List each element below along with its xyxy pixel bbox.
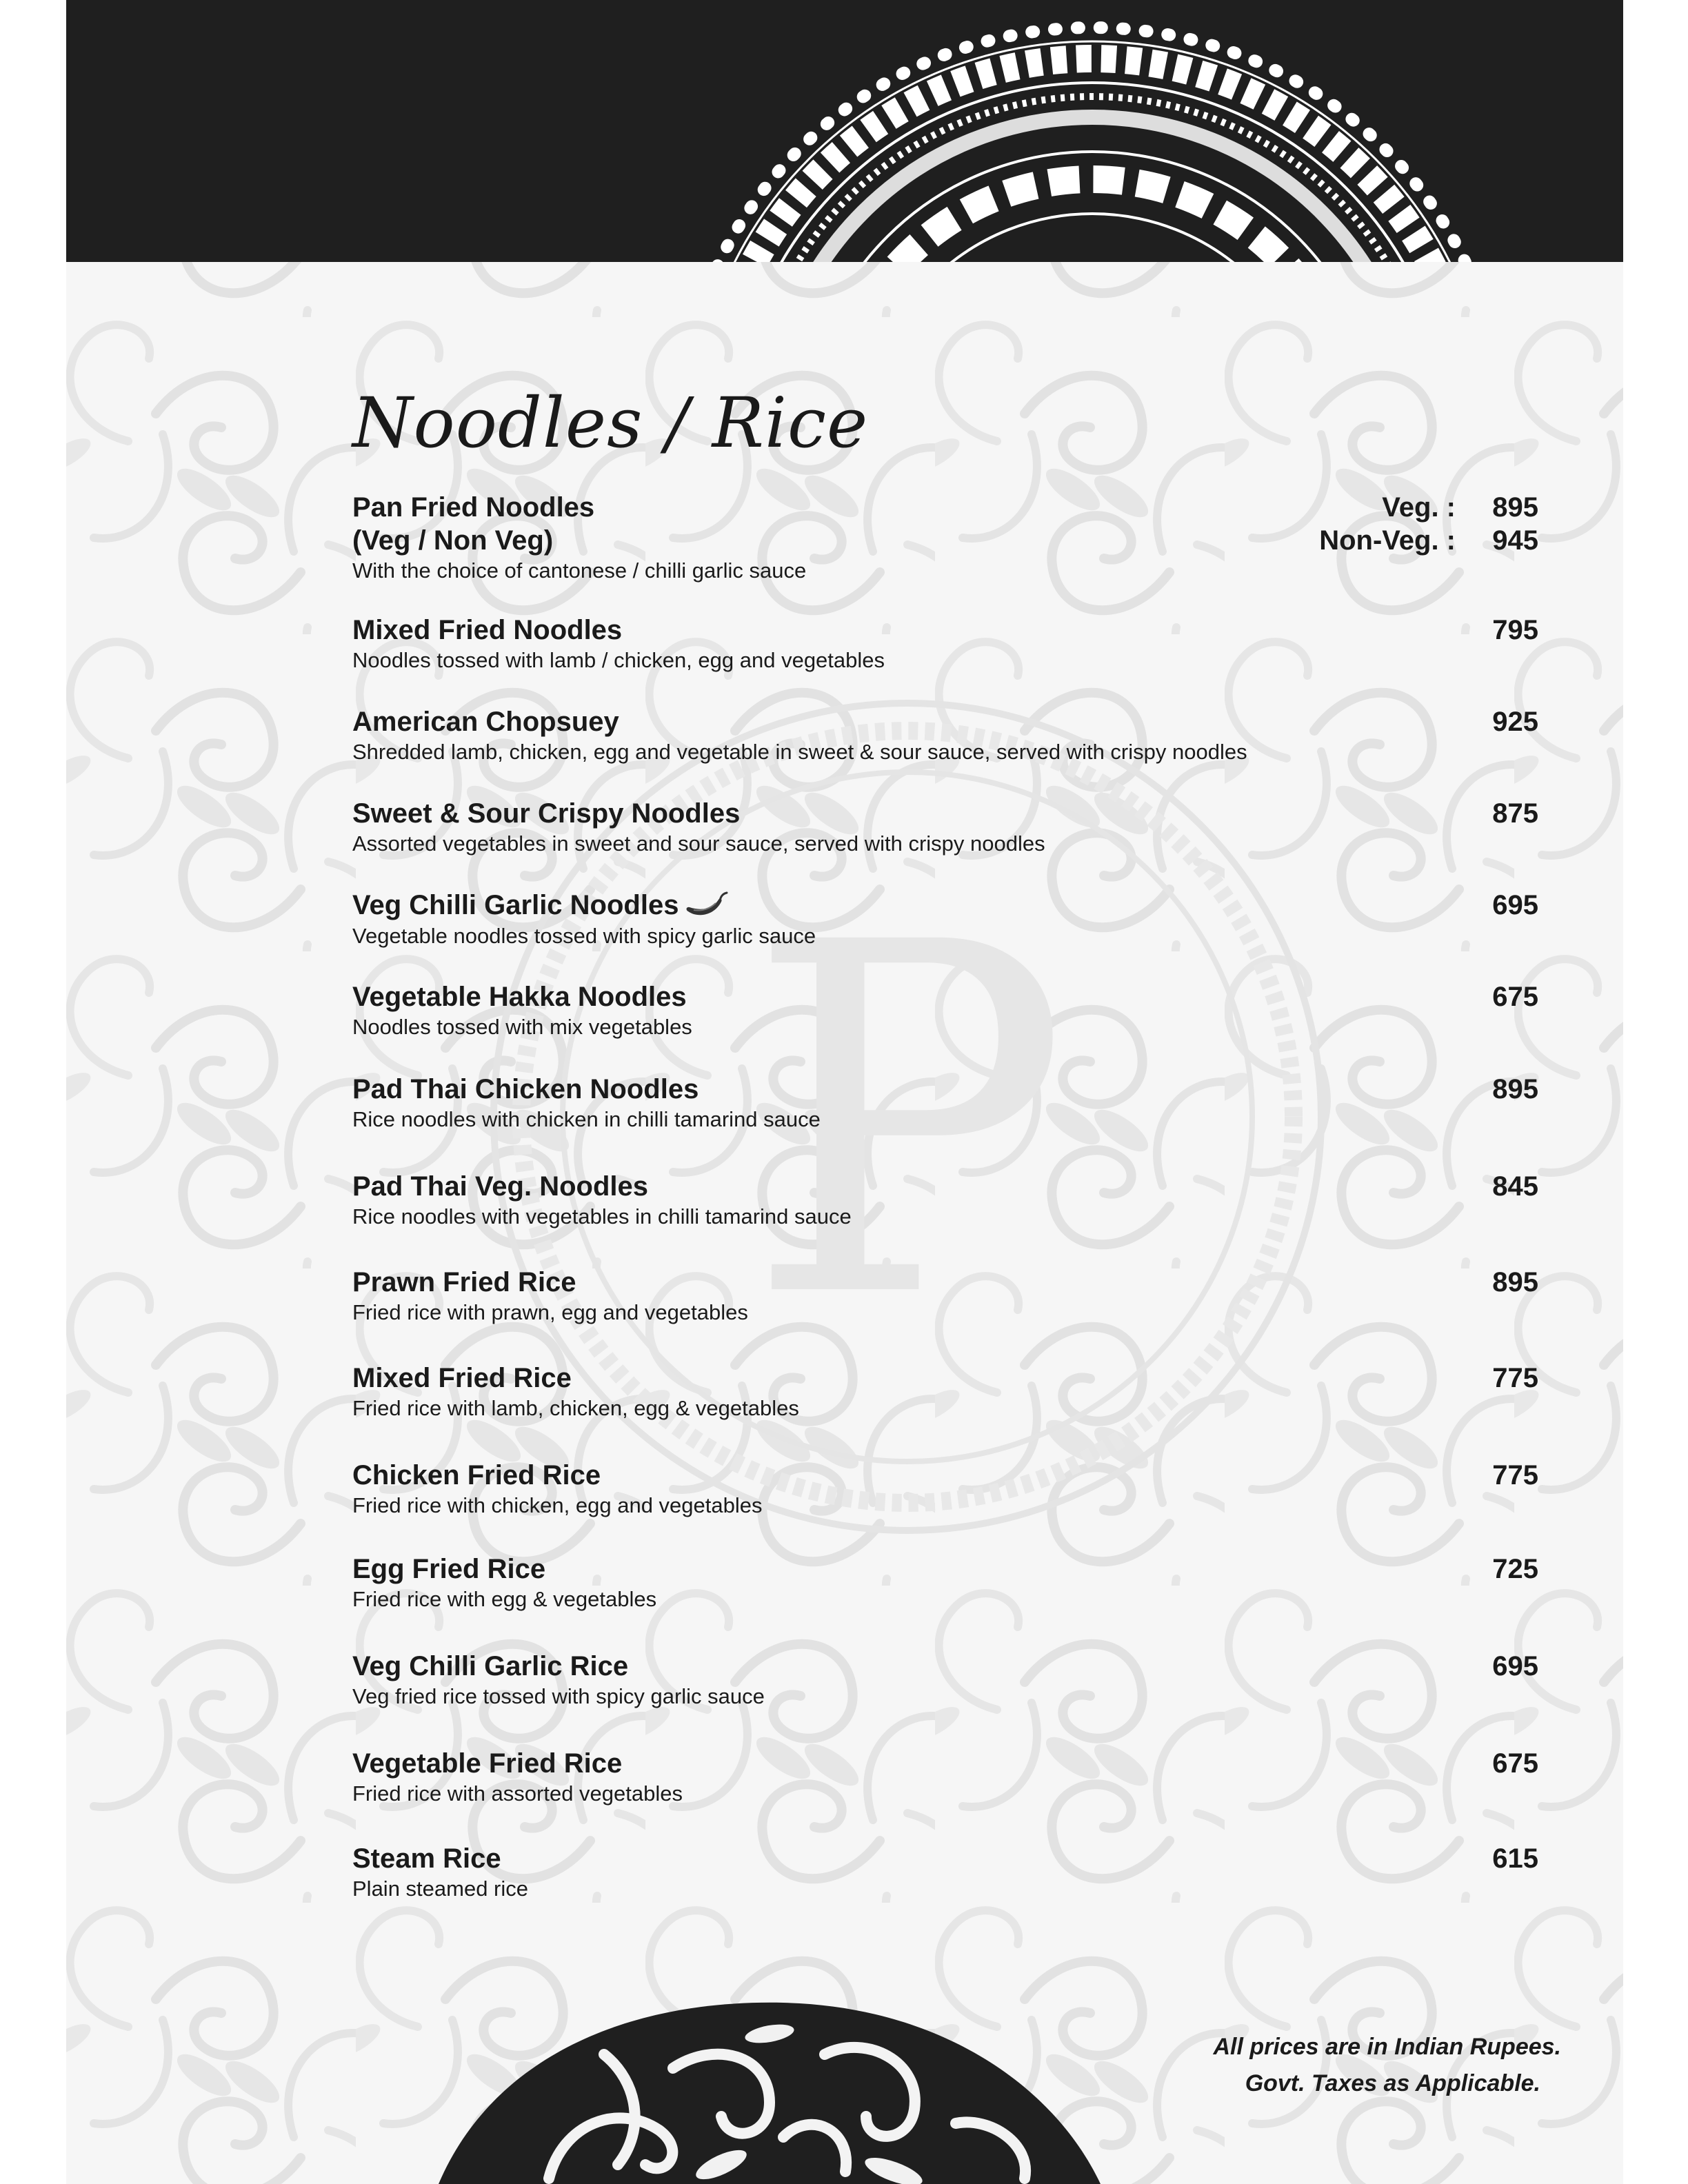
menu-item xyxy=(352,889,1538,950)
item-price: 795 xyxy=(1492,615,1538,645)
item-price-nonveg xyxy=(1319,524,1538,557)
item-description: With the choice of cantonese / chilli garlic sauce xyxy=(352,558,807,583)
item-name: Vegetable Hakka Noodles xyxy=(352,982,687,1012)
item-price: 775 xyxy=(1492,1363,1538,1393)
item-description: Assorted vegetables in sweet and sour sauce, served with crispy noodles xyxy=(352,831,1045,856)
footer-tax-note: Govt. Taxes as Applicable. xyxy=(1245,2070,1540,2096)
price-value: 895 xyxy=(1492,492,1538,523)
item-name: Mixed Fried Noodles xyxy=(352,615,623,645)
item-description: Fried rice with prawn, egg and vegetables xyxy=(352,1300,748,1324)
menu-page xyxy=(66,0,1623,2184)
item-description: Noodles tossed with mix vegetables xyxy=(352,1015,692,1039)
item-name: Pad Thai Veg. Noodles xyxy=(352,1171,648,1202)
menu-item xyxy=(352,1459,1538,1519)
menu-item xyxy=(352,614,1538,674)
price-label: Veg. : xyxy=(1382,492,1456,523)
item-description: Noodles tossed with lamb / chicken, egg and vegetables xyxy=(352,648,885,672)
item-name: Vegetable Fried Rice xyxy=(352,1748,623,1779)
item-description: Fried rice with egg & vegetables xyxy=(352,1587,657,1611)
item-name: Mixed Fried Rice xyxy=(352,1363,572,1393)
item-price: 845 xyxy=(1492,1171,1538,1202)
item-price-veg xyxy=(1382,491,1538,524)
item-price: 925 xyxy=(1492,707,1538,737)
item-price: 725 xyxy=(1492,1554,1538,1584)
item-description: Rice noodles with chicken in chilli tamarind sauce xyxy=(352,1107,821,1131)
item-price: 895 xyxy=(1492,1267,1538,1297)
item-name: Veg Chilli Garlic Noodles xyxy=(352,890,679,920)
menu-item xyxy=(352,797,1538,858)
item-name: Pan Fried Noodles xyxy=(352,492,595,523)
item-price: 875 xyxy=(1492,798,1538,829)
item-name: Pad Thai Chicken Noodles xyxy=(352,1074,699,1104)
item-price: 695 xyxy=(1492,1651,1538,1681)
item-name: Egg Fried Rice xyxy=(352,1554,546,1584)
price-value: 945 xyxy=(1492,525,1538,556)
menu-item xyxy=(352,980,1538,1041)
item-description: Fried rice with lamb, chicken, egg & vegetables xyxy=(352,1396,799,1420)
item-name: American Chopsuey xyxy=(352,707,619,737)
item-name: Veg Chilli Garlic Rice xyxy=(352,1651,629,1681)
item-description: Rice noodles with vegetables in chilli tamarind sauce xyxy=(352,1204,852,1228)
menu-item xyxy=(352,1362,1538,1422)
menu-item xyxy=(352,491,1538,585)
menu-item xyxy=(352,1073,1538,1133)
item-price: 895 xyxy=(1492,1074,1538,1104)
item-name: Chicken Fried Rice xyxy=(352,1460,601,1490)
item-description: Shredded lamb, chicken, egg and vegetable in sweet & sour sauce, served with crispy noodles xyxy=(352,740,1247,764)
menu-item xyxy=(352,1747,1538,1808)
menu-item xyxy=(352,1842,1538,1903)
item-description: Veg fried rice tossed with spicy garlic sauce xyxy=(352,1684,765,1708)
lace-medallion-ornament xyxy=(66,0,1623,262)
item-description: Plain steamed rice xyxy=(352,1877,529,1901)
price-label: Non-Veg. : xyxy=(1319,525,1456,556)
menu-item xyxy=(352,1266,1538,1326)
item-description: Vegetable noodles tossed with spicy garlic sauce xyxy=(352,924,816,949)
item-price: 675 xyxy=(1492,982,1538,1012)
menu-item xyxy=(352,1553,1538,1613)
item-name: Steam Rice xyxy=(352,1843,501,1874)
item-name: Sweet & Sour Crispy Noodles xyxy=(352,798,741,829)
header-band xyxy=(66,0,1623,262)
item-price: 775 xyxy=(1492,1460,1538,1490)
menu-item xyxy=(352,1170,1538,1231)
item-name: Prawn Fried Rice xyxy=(352,1267,576,1297)
menu-item xyxy=(352,1650,1538,1710)
menu-item xyxy=(352,705,1538,766)
footer-currency-note: All prices are in Indian Rupees. xyxy=(1213,2034,1561,2060)
svg-text:P: P xyxy=(745,842,1070,1404)
item-description: Fried rice with assorted vegetables xyxy=(352,1781,683,1806)
item-price: 675 xyxy=(1492,1748,1538,1779)
chilli-icon xyxy=(684,891,728,922)
item-price: 615 xyxy=(1492,1843,1538,1874)
item-name-row xyxy=(352,889,1538,922)
item-description: Fried rice with chicken, egg and vegetables xyxy=(352,1493,763,1517)
item-subtitle: (Veg / Non Veg) xyxy=(352,525,554,556)
page-title: Noodles / Rice xyxy=(352,383,869,463)
item-price: 695 xyxy=(1492,890,1538,920)
